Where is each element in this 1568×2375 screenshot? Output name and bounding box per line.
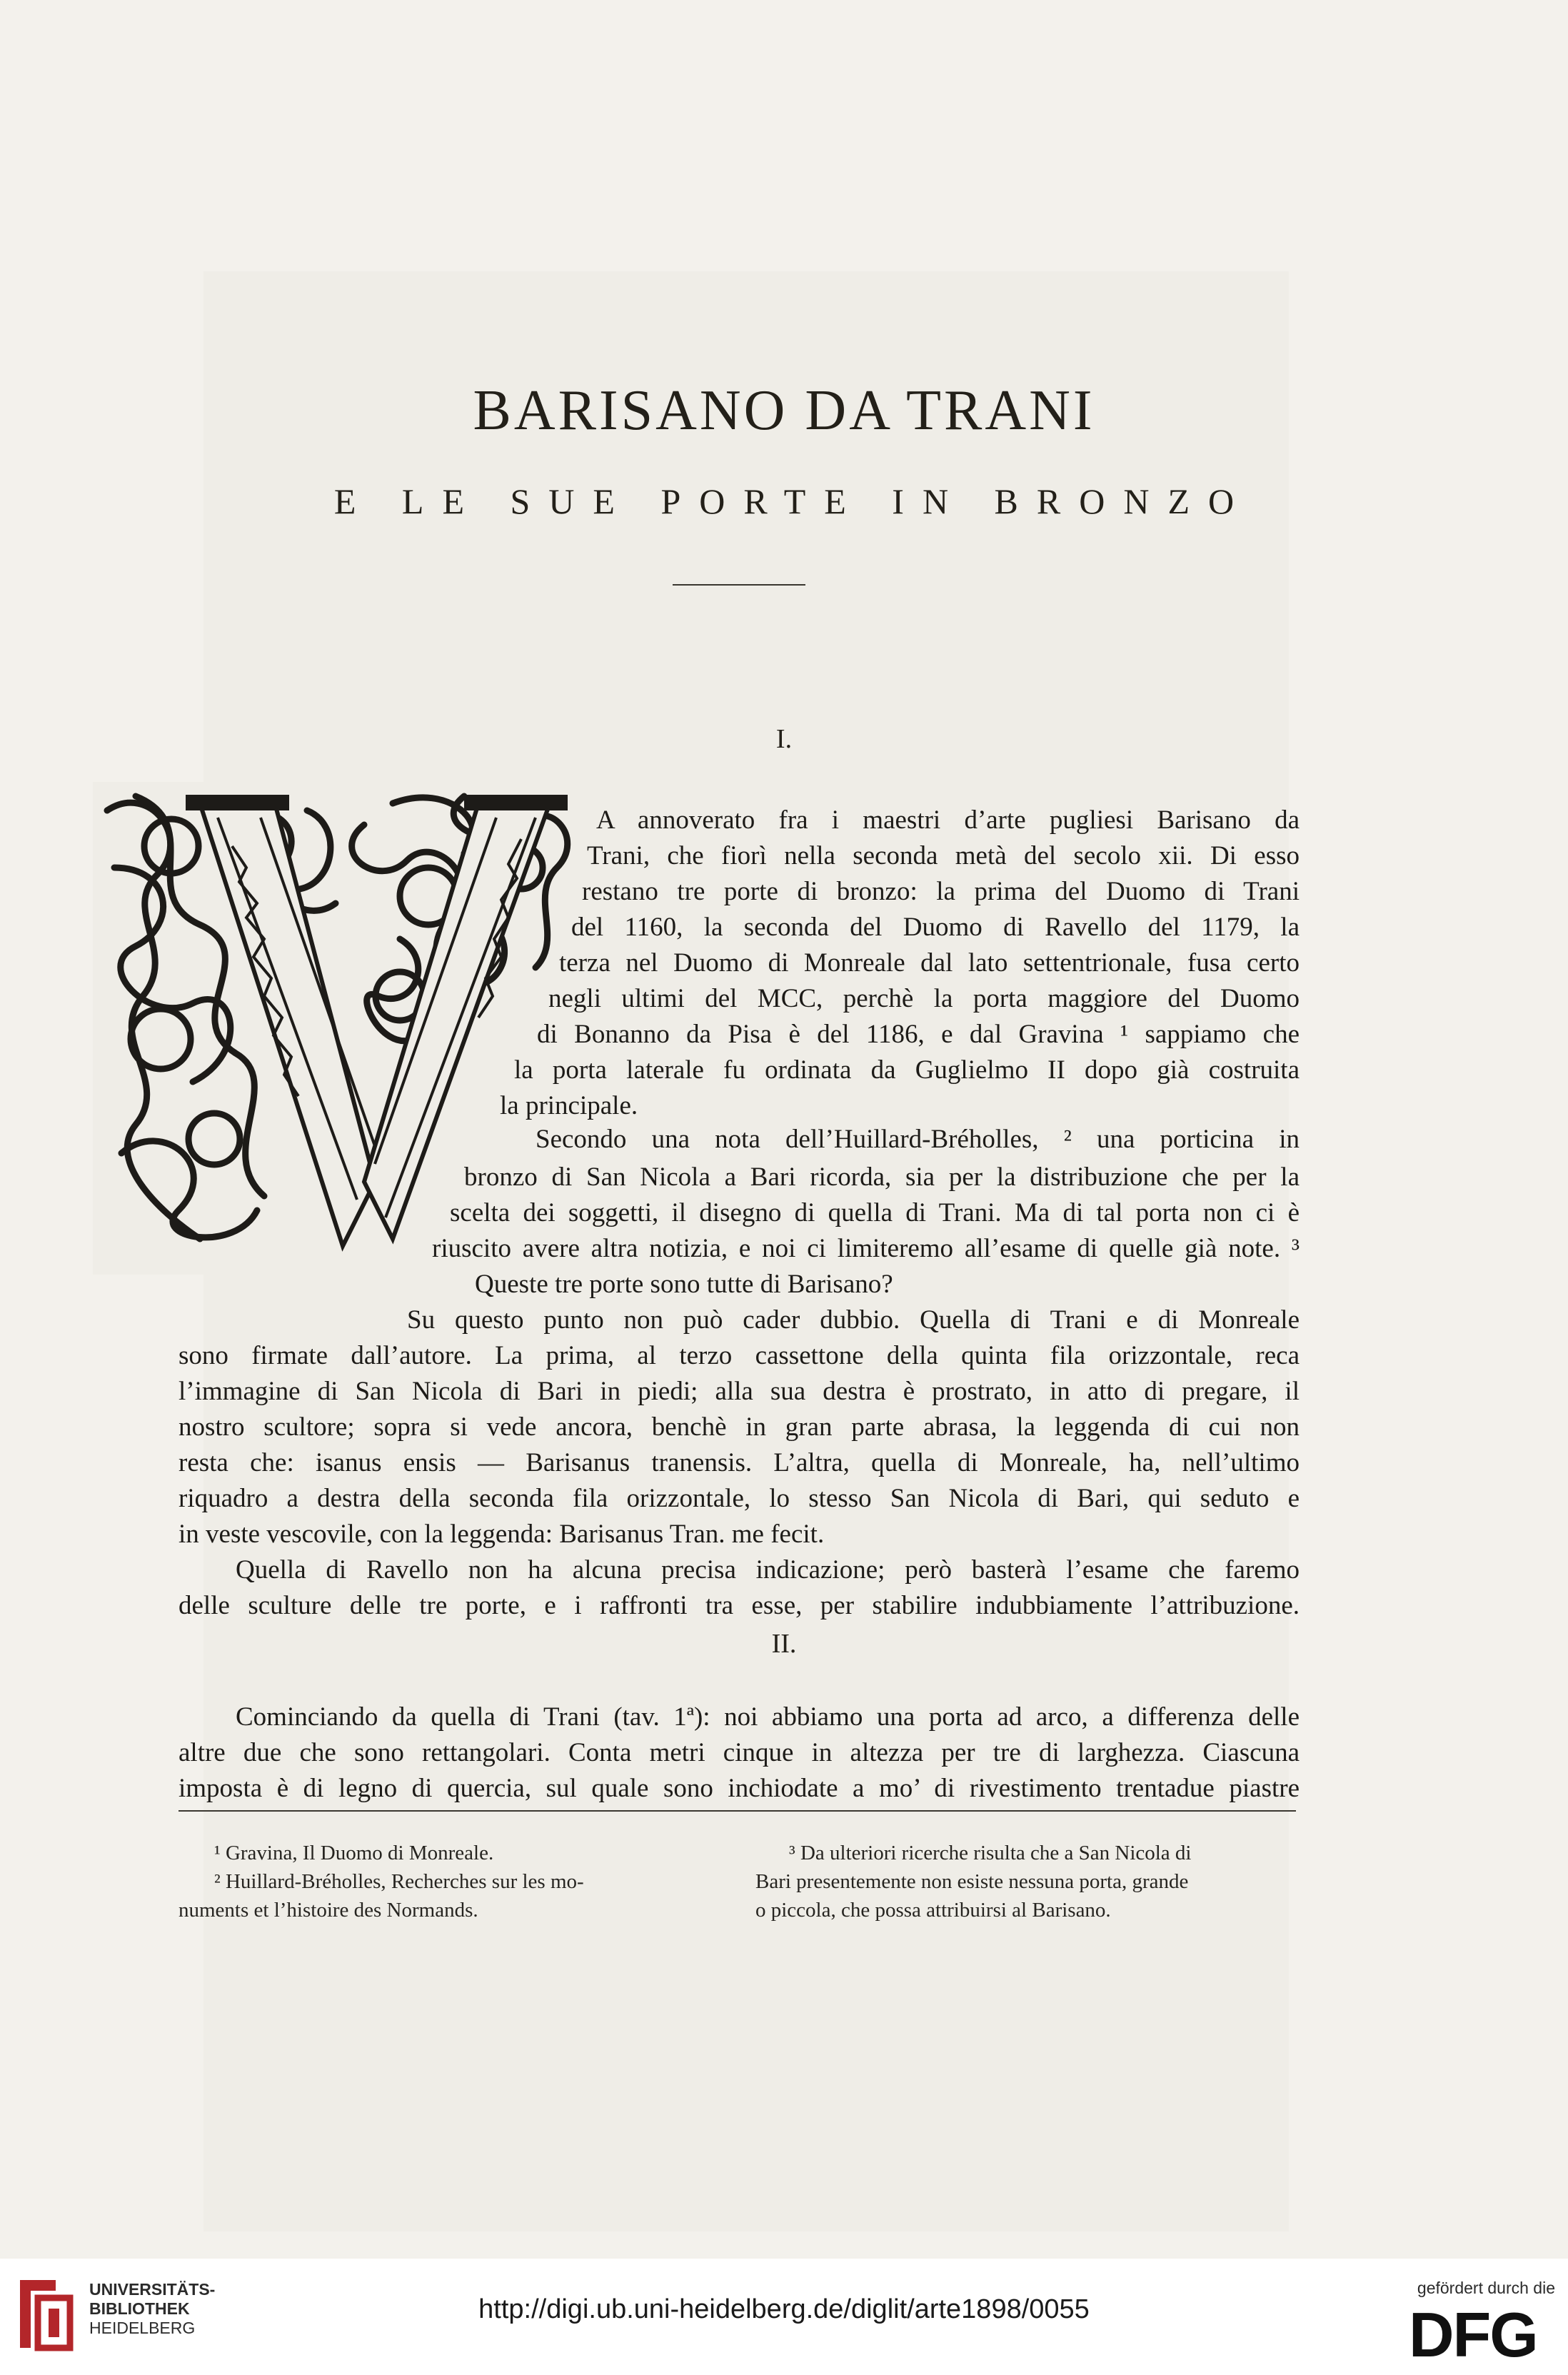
text-line: del 1160, la seconda del Duomo di Ravello del 1179, la	[571, 913, 1300, 942]
source-url-link[interactable]: http://digi.ub.uni-heidelberg.de/diglit/arte1898/0055	[478, 2294, 1090, 2324]
text-line: terza nel Duomo di Monreale dal lato settentrionale, fusa certo	[559, 948, 1300, 978]
funding-caption: gefördert durch die	[1417, 2279, 1555, 2297]
text-line: Queste tre porte sono tutte di Barisano?	[475, 1270, 893, 1299]
text-line: bronzo di San Nicola a Bari ricorda, sia per la distribuzione che per la	[464, 1163, 1300, 1192]
text-line: in veste vescovile, con la leggenda: Barisanus Tran. me fecit.	[179, 1520, 825, 1549]
footer-bar	[0, 2259, 1568, 2375]
text-line: la porta laterale fu ordinata da Guglielmo II dopo già costruita	[514, 1055, 1300, 1085]
footnote-1: ¹ Gravina, Il Duomo di Monreale.	[214, 1842, 494, 1864]
text-line: Secondo una nota dell’Huillard-Bréholles, ² una porticina in	[536, 1125, 1300, 1154]
section-number-2: II.	[771, 1629, 797, 1659]
footnote-2: ² Huillard-Bréholles, Recherches sur les mo-	[214, 1870, 584, 1893]
text-line: delle sculture delle tre porte, e i raffronti tra esse, per stabilire indubbiamente l’attribuzione.	[179, 1591, 1300, 1620]
title-divider	[673, 584, 805, 586]
text-line: scelta dei soggetti, il disegno di quella di Trani. Ma di tal porta non ci è	[450, 1198, 1300, 1227]
text-line: Su questo punto non può cader dubbio. Quella di Trani e di Monreale	[407, 1305, 1300, 1335]
text-line: imposta è di legno di quercia, sul quale sono inchiodate a mo’ di rivestimento trentadue piastre	[179, 1774, 1300, 1803]
dfg-logo-text: DFG	[1409, 2305, 1537, 2362]
page-title: BARISANO DA TRANI	[473, 379, 1095, 442]
section-number-1: I.	[775, 724, 793, 754]
footnote-3: ³ Da ulteriori ricerche risulta che a San Nicola di	[789, 1842, 1192, 1864]
page-subtitle: E LE SUE PORTE IN BRONZO	[333, 481, 1253, 521]
dfg-logo	[1409, 2305, 1555, 2362]
footnote-3-cont: o piccola, che possa attribuirsi al Barisano.	[755, 1899, 1111, 1922]
library-name-line: HEIDELBERG	[89, 2319, 196, 2337]
text-line: riuscito avere altra notizia, e noi ci limiteremo all’esame di quelle già note. ³	[432, 1234, 1300, 1263]
text-line: negli ultimi del MCC, perchè la porta maggiore del Duomo	[548, 984, 1300, 1013]
footnote-3-cont: Bari presentemente non esiste nessuna porta, grande	[755, 1870, 1189, 1893]
footnote-divider	[179, 1810, 1296, 1812]
text-line: Trani, che fiorì nella seconda metà del secolo xii. Di esso	[587, 841, 1300, 870]
text-line: di Bonanno da Pisa è del 1186, e dal Gravina ¹ sappiamo che	[537, 1020, 1300, 1049]
text-line: restano tre porte di bronzo: la prima del Duomo di Trani	[582, 877, 1300, 906]
library-name-line: UNIVERSITÄTS-	[89, 2280, 216, 2299]
library-name-line: BIBLIOTHEK	[89, 2299, 190, 2318]
text-line: la principale.	[500, 1091, 638, 1120]
text-line: nostro scultore; sopra si vede ancora, benchè in gran parte abrasa, la leggenda di cui non	[179, 1412, 1300, 1442]
text-line: altre due che sono rettangolari. Conta metri cinque in altezza per tre di larghezza. Ciascuna	[179, 1738, 1300, 1767]
footnote-2-cont: numents et l’histoire des Normands.	[179, 1899, 478, 1922]
text-line: sono firmate dall’autore. La prima, al terzo cassettone della quinta fila orizzontale, reca	[179, 1341, 1300, 1370]
text-line: resta che: isanus ensis — Barisanus tranensis. L’altra, quella di Monreale, ha, nell’ultimo	[179, 1448, 1300, 1477]
text-line: riquadro a destra della seconda fila orizzontale, lo stesso San Nicola di Bari, qui seduto e	[179, 1484, 1300, 1513]
text-line: Quella di Ravello non ha alcuna precisa indicazione; però basterà l’esame che faremo	[236, 1555, 1300, 1585]
text-line: Cominciando da quella di Trani (tav. 1ª): noi abbiamo una porta ad arco, a differenza delle	[236, 1702, 1300, 1732]
text-line: l’immagine di San Nicola di Bari in piedi; alla sua destra è prostrato, in atto di pregare, il	[179, 1377, 1300, 1406]
text-line: A annoverato fra i maestri d’arte pugliesi Barisano da	[596, 805, 1300, 835]
